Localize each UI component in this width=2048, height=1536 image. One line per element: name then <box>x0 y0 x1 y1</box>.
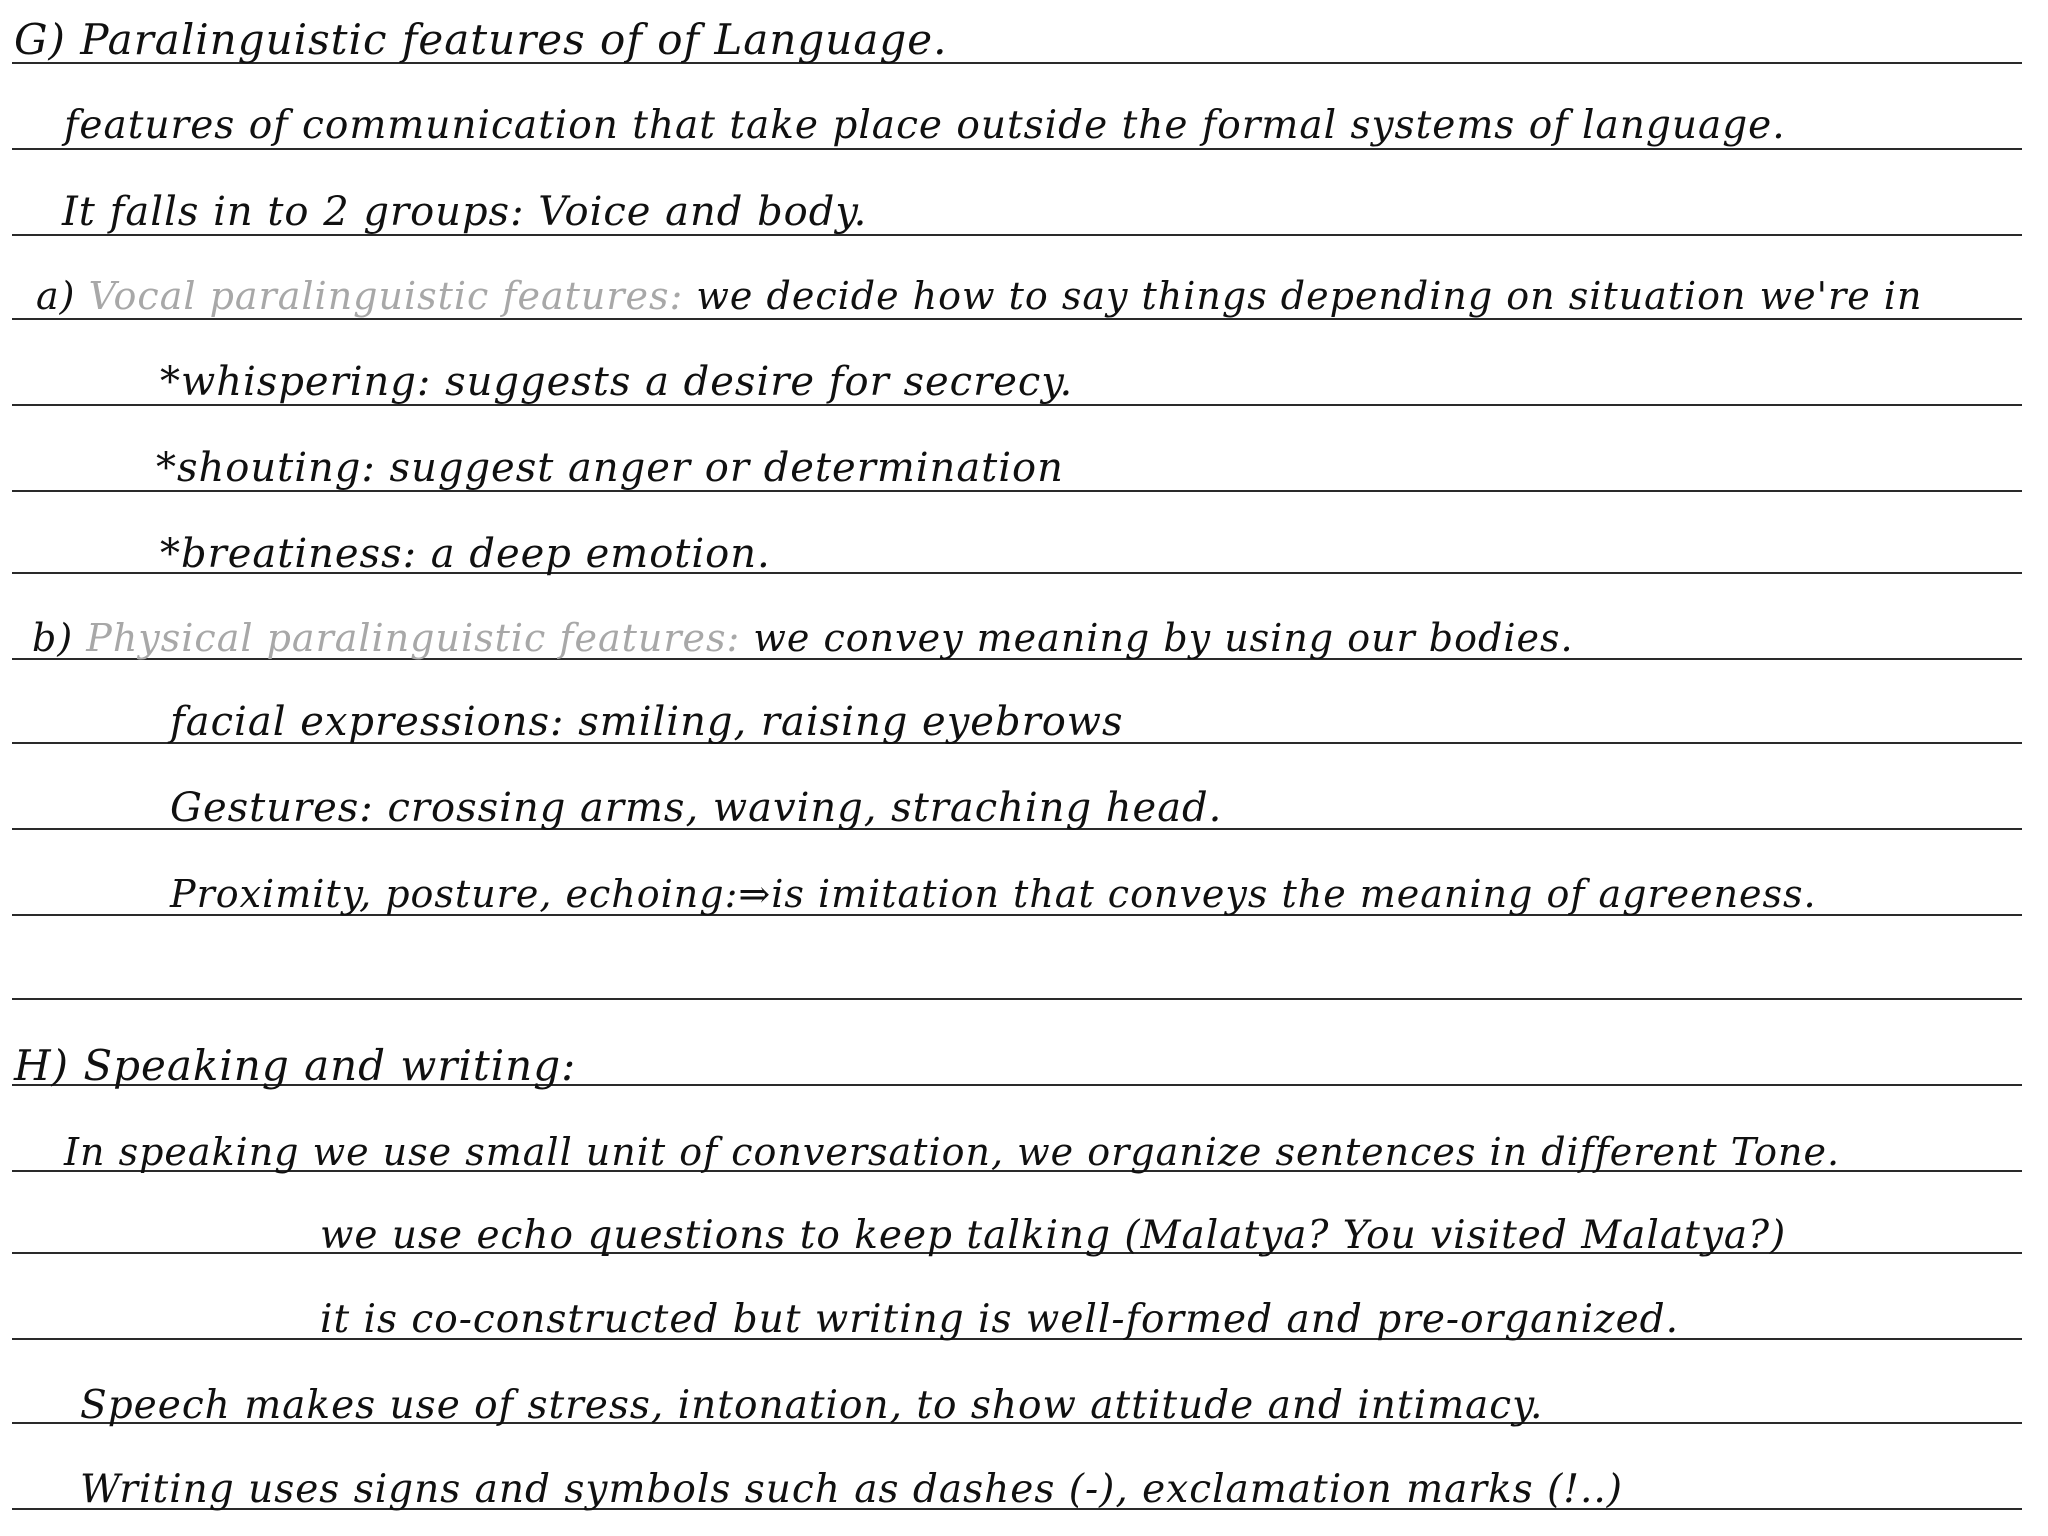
note-line: *shouting: suggest anger or determination <box>156 445 1064 491</box>
section-g-heading: G) Paralinguistic features of of Language. <box>14 15 948 64</box>
note-line: *breatiness: a deep emotion. <box>160 531 771 577</box>
vocal-features-label: Vocal paralinguistic features: <box>88 274 684 318</box>
list-marker-b: b) <box>32 616 74 660</box>
note-line: In speaking we use small unit of conversation, we organize sentences in different Tone. <box>64 1130 1841 1174</box>
vocal-features-text: we decide how to say things depending on situation we're in <box>696 274 1923 318</box>
note-line: It falls in to 2 groups: Voice and body. <box>62 189 868 235</box>
subheading-physical <box>32 614 1574 662</box>
note-line: features of communication that take place outside the formal systems of language. <box>64 103 1786 148</box>
physical-features-label: Physical paralinguistic features: <box>86 616 741 660</box>
note-line: *whispering: suggests a desire for secrecy. <box>160 359 1074 405</box>
note-line: facial expressions: smiling, raising eyebrows <box>170 699 1124 745</box>
note-line: Gestures: crossing arms, waving, straching head. <box>170 785 1223 831</box>
note-line: it is co-constructed but writing is well-formed and pre-organized. <box>320 1297 1680 1342</box>
note-line: Proximity, posture, echoing:⇒is imitation that conveys the meaning of agreeness. <box>170 872 1817 916</box>
subheading-vocal <box>36 272 1922 320</box>
note-line: Speech makes use of stress, intonation, to show attitude and intimacy. <box>80 1383 1544 1428</box>
physical-features-text: we convey meaning by using our bodies. <box>753 616 1574 660</box>
note-line: we use echo questions to keep talking (Malatya? You visited Malatya?) <box>320 1213 1787 1258</box>
list-marker-a: a) <box>36 274 76 318</box>
section-h-heading: H) Speaking and writing: <box>14 1041 577 1090</box>
note-line: Writing uses signs and symbols such as dashes (-), exclamation marks (!..) <box>80 1467 1623 1512</box>
ruled-line <box>12 998 2022 1000</box>
